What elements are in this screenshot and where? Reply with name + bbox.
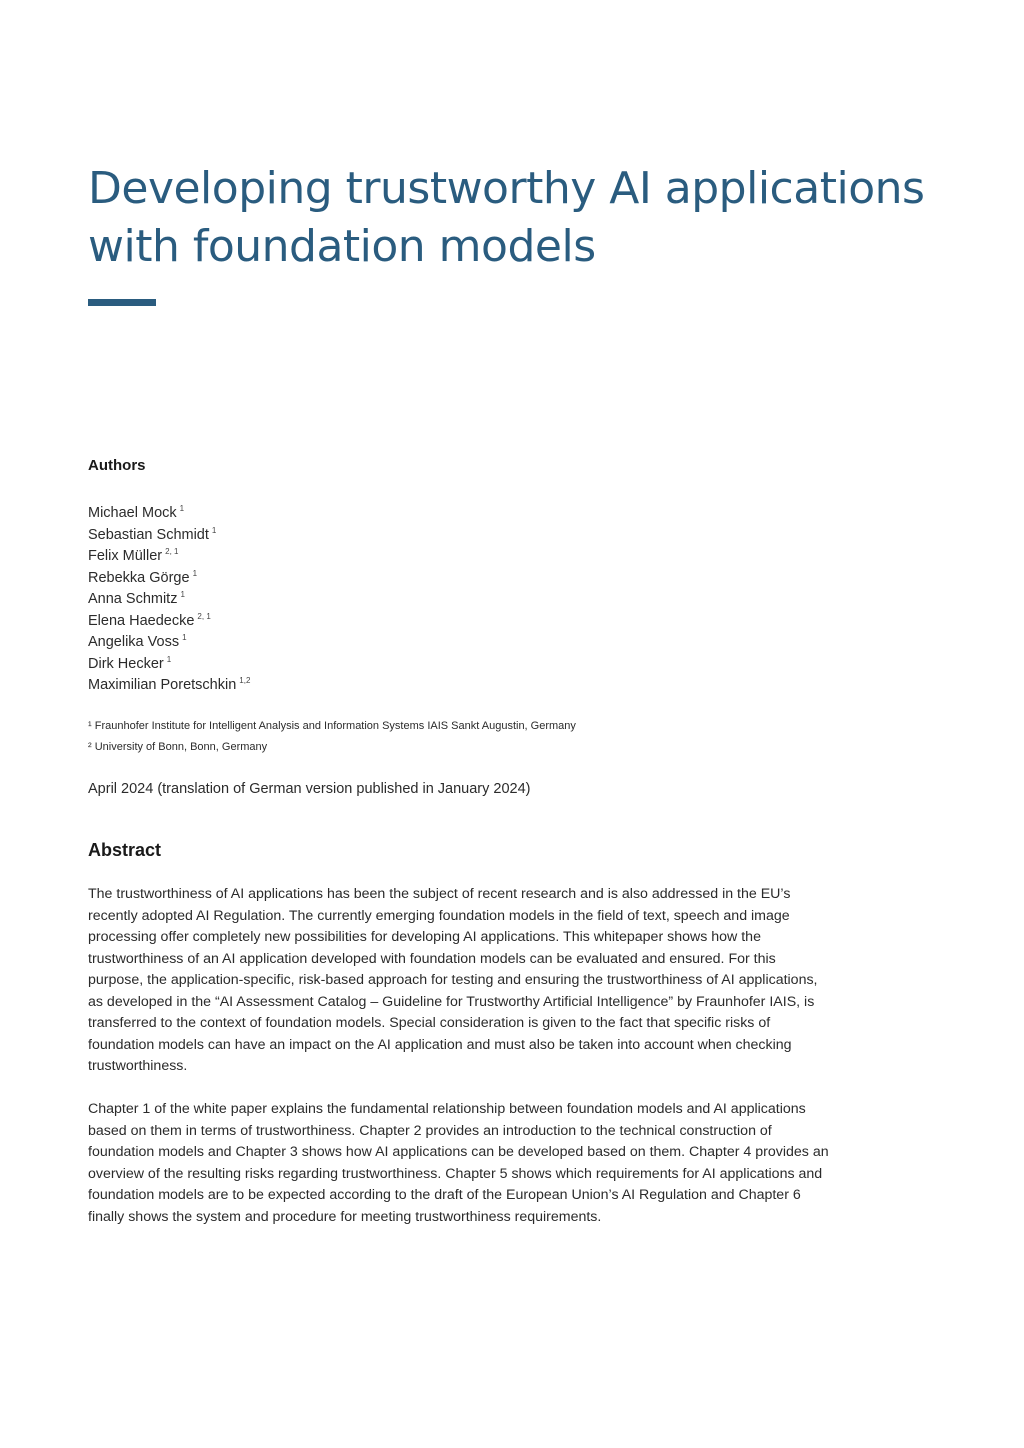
- author-name: Maximilian Poretschkin: [88, 677, 237, 693]
- document-title: Developing trustworthy AI applications with foundation models: [88, 163, 925, 272]
- author-name: Dirk Hecker: [88, 655, 164, 672]
- author-entry: [88, 649, 250, 671]
- author-affiliation-mark: 1: [192, 568, 198, 578]
- author-entry: [88, 670, 250, 692]
- author-entry: [88, 541, 250, 563]
- author-name: Felix Müller: [88, 548, 163, 564]
- authors-heading: Authors: [88, 457, 146, 474]
- author-affiliation-mark: 2, 1: [197, 611, 211, 621]
- author-affiliation-mark: 1: [211, 525, 217, 535]
- publication-date: April 2024 (translation of German version published in January 2024): [88, 781, 531, 797]
- author-affiliation-mark: 1: [166, 654, 172, 664]
- author-name: Angelika Voss: [88, 634, 180, 650]
- author-entry: [88, 627, 250, 649]
- author-affiliation-mark: 1: [179, 504, 185, 513]
- authors-list: [88, 498, 250, 692]
- affiliation-1: ¹ Fraunhofer Institute for Intelligent Analysis and Information Systems IAIS Sankt Augustin, Germany: [88, 720, 576, 732]
- author-name: Elena Haedecke: [88, 612, 195, 629]
- affiliation-2: ² University of Bonn, Bonn, Germany: [88, 741, 268, 753]
- author-entry: [88, 584, 250, 606]
- author-affiliation-mark: 1,2: [239, 676, 251, 685]
- abstract-body: [88, 884, 830, 1250]
- author-entry: [88, 606, 250, 628]
- author-entry: [88, 563, 250, 585]
- author-entry: [88, 498, 250, 520]
- author-name: Anna Schmitz: [88, 591, 178, 607]
- author-entry: [88, 520, 250, 542]
- abstract-heading: Abstract: [88, 840, 162, 860]
- author-affiliation-mark: 1: [182, 633, 187, 642]
- abstract-paragraph: The trustworthiness of AI applications has been the subject of recent research and is also addressed in the EU’s recently adopted AI Regulation. The currently emerging foundation models in the field of text, speech and image processing offer completely new possibilities for developing AI applications. This whitepaper shows how the trustworthiness of an AI application developed with foundation models can be evaluated and ensured. For this purpose, the application-specific, risk-based approach for testing and ensuring the trustworthiness of AI applications, as developed in the “AI Assessment Catalog – Guideline for Trustworthy Artificial Intelligence” by Fraunhofer IAIS, is transferred to the context of foundation models. Special consideration is given to the fact that specific risks of foundation models can have an impact on the AI application and must also be taken into account when checking trustworthiness.: [88, 886, 818, 1074]
- author-name: Rebekka Görge: [88, 569, 190, 586]
- abstract-paragraph: Chapter 1 of the white paper explains the fundamental relationship between foundation models and AI applications based on them in terms of trustworthiness. Chapter 2 provides an introduction to the technical construction of foundation models and Chapter 3 shows how AI applications can be developed based on them. Chapter 4 provides an overview of the resulting risks regarding trustworthiness. Chapter 5 shows which requirements for AI applications and foundation models are to be expected according to the draft of the European Union’s AI Regulation and Chapter 6 finally shows the system and procedure for meeting trustworthiness requirements.: [88, 1101, 829, 1225]
- author-affiliation-mark: 1: [180, 590, 185, 599]
- title-accent-rule: [88, 299, 156, 306]
- affiliations: [88, 716, 576, 758]
- author-name: Michael Mock: [88, 505, 177, 521]
- author-name: Sebastian Schmidt: [88, 526, 209, 543]
- author-affiliation-mark: 2, 1: [165, 547, 179, 556]
